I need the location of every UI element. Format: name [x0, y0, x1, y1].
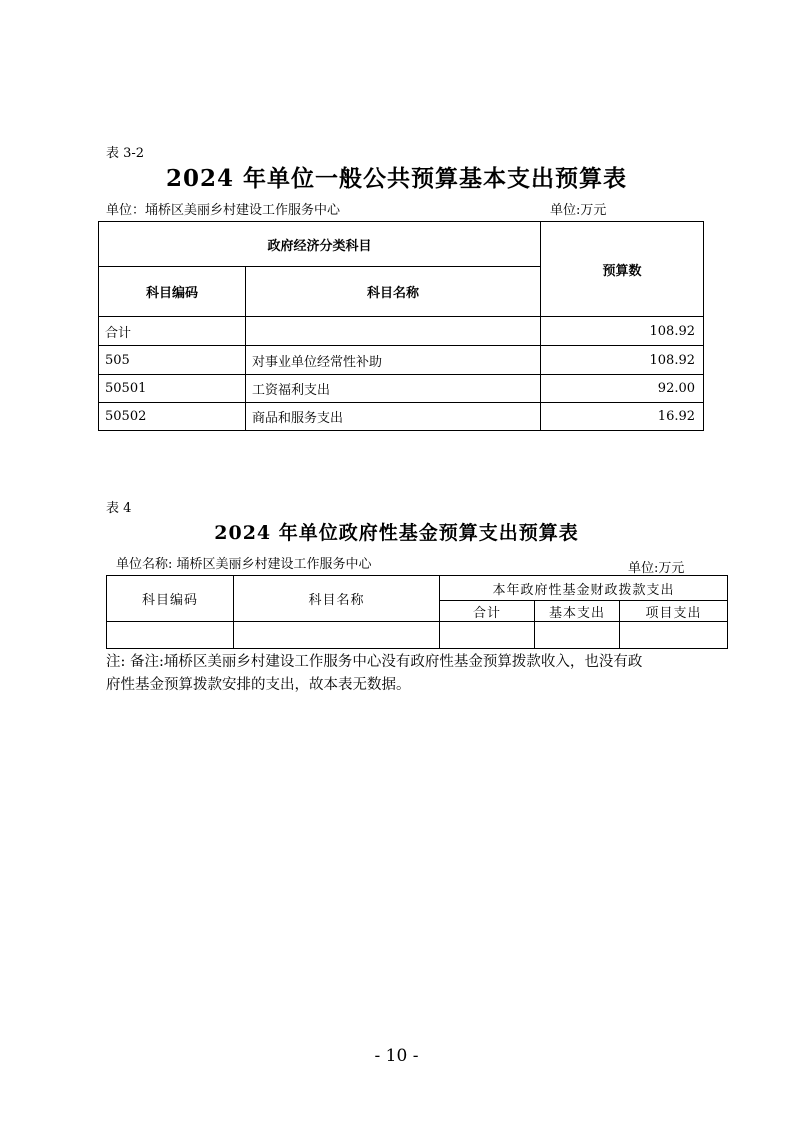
table1-title: 2024 年单位一般公共预算基本支出预算表: [165, 165, 628, 192]
row-name: 商品和服务支出: [246, 403, 541, 431]
table2-sub-basic: 基本支出: [535, 601, 620, 622]
table2-sub-total: 合计: [440, 601, 535, 622]
empty-cell: [535, 622, 620, 649]
table1-header-name: 科目名称: [246, 267, 541, 317]
table2-unit-measure: 单位:万元: [628, 561, 685, 576]
table-row: [99, 346, 704, 375]
row-name: 对事业单位经常性补助: [246, 346, 541, 375]
empty-cell: [107, 622, 234, 649]
table2-header-name: 科目名称: [234, 576, 440, 622]
table1-header-group: 政府经济分类科目: [99, 222, 541, 267]
row-code: 50502: [99, 403, 246, 431]
table2-unit-name: 单位名称: 埇桥区美丽乡村建设工作服务中心: [116, 557, 372, 572]
row-code: 505: [99, 346, 246, 375]
table1-label: 表 3-2: [106, 146, 145, 161]
row-code: 50501: [99, 375, 246, 403]
table1-unit-name: 单位：埇桥区美丽乡村建设工作服务中心: [106, 203, 341, 218]
table-row: [99, 403, 704, 431]
table-row: [107, 622, 728, 649]
table2-grid: [106, 575, 728, 649]
note-line-1: 注: 备注:埇桥区美丽乡村建设工作服务中心没有政府性基金预算拨款收入，也没有政: [106, 654, 643, 670]
table2-sub-project: 项目支出: [620, 601, 728, 622]
table2-header-group: 本年政府性基金财政拨款支出: [440, 576, 728, 601]
table2-header-code: 科目编码: [107, 576, 234, 622]
table1-grid: [98, 221, 704, 431]
table2-label: 表 4: [106, 501, 132, 516]
row-amount: 108.92: [541, 346, 704, 375]
note-line-2: 府性基金预算拨款安排的支出，故本表无数据。: [106, 677, 411, 693]
row-amount: 92.00: [541, 375, 704, 403]
table1-header-amount: 预算数: [541, 222, 704, 317]
row-name: 工资福利支出: [246, 375, 541, 403]
table-row: [99, 375, 704, 403]
table2-title: 2024 年单位政府性基金预算支出预算表: [214, 522, 579, 544]
row-amount: 108.92: [541, 317, 704, 346]
table-row: [99, 317, 704, 346]
row-amount: 16.92: [541, 403, 704, 431]
row-code: 合计: [99, 317, 246, 346]
page-number: - 10 -: [374, 1046, 419, 1066]
row-name: [246, 317, 541, 346]
empty-cell: [620, 622, 728, 649]
empty-cell: [234, 622, 440, 649]
table1-header-code: 科目编码: [99, 267, 246, 317]
empty-cell: [440, 622, 535, 649]
table1-unit-measure: 单位:万元: [550, 203, 607, 218]
